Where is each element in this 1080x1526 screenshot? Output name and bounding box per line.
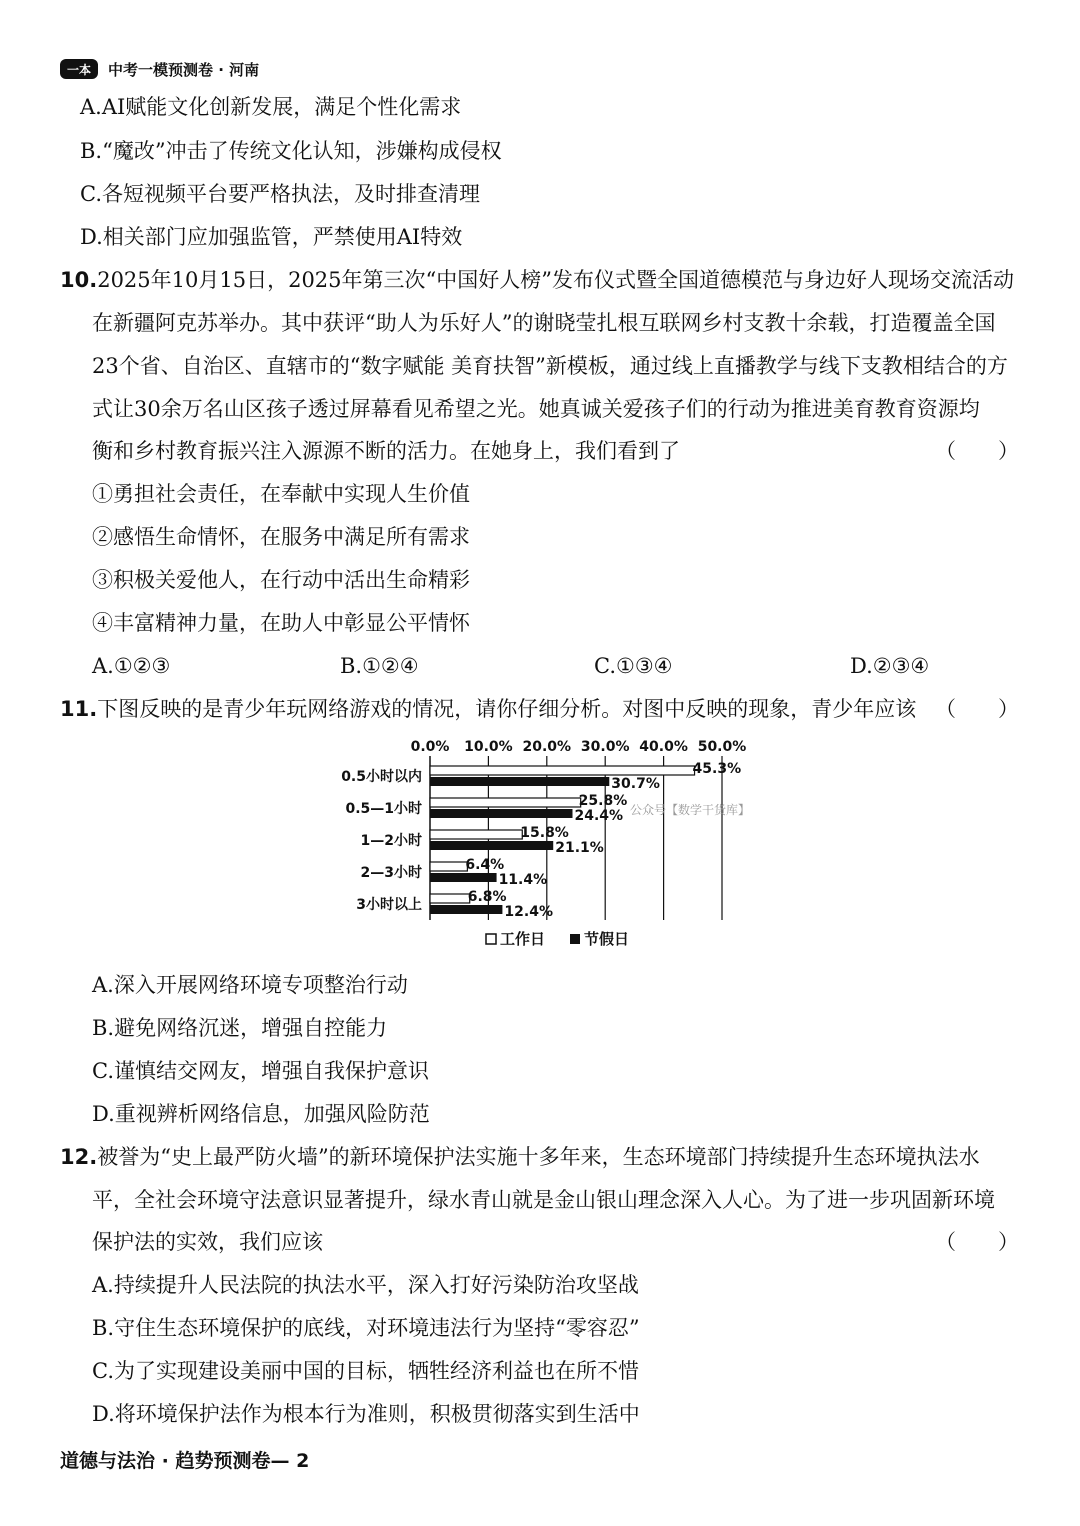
legend-swatch-workday [486,934,496,944]
data-label-holiday: 24.4% [574,808,624,824]
q12-stem-line-1: 12.被誉为“史上最严防火墙”的新环境保护法实施十多年来，生态环境部门持续提升生态环境执法水 [60,1145,980,1169]
q10-choice-b[interactable]: B.①②④ [340,654,419,678]
q10-stem-line-5: 衡和乡村教育振兴注入源源不断的活力。在她身上，我们看到了 [92,439,680,463]
q11-option-d[interactable]: D.重视辨析网络信息，加强风险防范 [92,1102,430,1126]
data-label-workday: 15.8% [520,825,569,841]
q11-option-c[interactable]: C.谨慎结交网友，增强自我保护意识 [92,1059,429,1083]
legend-swatch-holiday [570,934,580,944]
q10-statement-1: ①勇担社会责任，在奉献中实现人生价值 [92,482,470,506]
q10-stem-line-2: 在新疆阿克苏举办。其中获评“助人为乐好人”的谢晓莹扎根互联网乡村支教十余载，打造覆盖全国 [92,311,996,335]
q11-answer-blank[interactable]: （ ） [935,697,1019,721]
x-tick-label: 40.0% [639,739,688,755]
bar-holiday [430,777,609,786]
q10-statement-2: ②感悟生命情怀，在服务中满足所有需求 [92,525,470,549]
q11-stem: 11.下图反映的是青少年玩网络游戏的情况，请你仔细分析。对图中反映的现象，青少年应该 [60,697,917,721]
q10-answer-blank[interactable]: （ ） [935,439,1019,463]
bar-holiday [430,905,502,914]
q10-choice-d[interactable]: D.②③④ [850,654,930,678]
q10-choice-a[interactable]: A.①②③ [92,654,171,678]
q10-stem-line-4: 式让30余万名山区孩子透过屏幕看见希望之光。她真诚关爱孩子们的行动为推进美育教育资源均 [92,397,980,421]
x-tick-label: 0.0% [410,739,450,755]
q9-option-a[interactable]: A.AI赋能文化创新发展，满足个性化需求 [80,95,462,119]
category-label: 2—3小时 [360,865,422,881]
data-label-workday: 6.8% [467,889,507,905]
data-label-holiday: 21.1% [555,840,604,856]
q12-number: 12. [60,1145,98,1169]
data-label-holiday: 30.7% [611,776,660,792]
publisher-logo: 一本 [60,59,98,79]
data-label-workday: 45.3% [692,761,742,777]
data-label-holiday: 11.4% [498,872,548,888]
q10-choices [92,651,952,681]
category-label: 0.5小时以内 [341,769,422,785]
x-tick-label: 30.0% [580,739,630,755]
category-label: 0.5—1小时 [345,801,422,817]
q12-option-b[interactable]: B.守住生态环境保护的底线，对环境违法行为坚持“零容忍” [92,1316,640,1340]
category-label: 3小时以上 [356,897,422,913]
bar-workday [430,862,467,871]
bar-workday [430,894,470,903]
q10-statement-4: ④丰富精神力量，在助人中彰显公平情怀 [92,611,470,635]
q12-option-a[interactable]: A.持续提升人民法院的执法水平，深入打好污染防治攻坚战 [92,1273,639,1297]
bar-workday [430,798,581,807]
q12-option-d[interactable]: D.将环境保护法作为根本行为准则，积极贯彻落实到生活中 [92,1402,640,1426]
x-tick-label: 20.0% [522,739,572,755]
page-footer: 道德与法治 · 趋势预测卷— 2 [60,1450,310,1472]
bar-holiday [430,873,497,882]
legend-label-holiday: 节假日 [584,930,630,948]
page-header [60,56,259,82]
q9-option-b[interactable]: B.“魔改”冲击了传统文化认知，涉嫌构成侵权 [80,139,502,163]
data-label-holiday: 12.4% [504,904,553,920]
q12-answer-blank[interactable]: （ ） [935,1230,1019,1254]
q11-number: 11. [60,697,98,721]
q12-stem-line-2: 平，全社会环境守法意识显著提升，绿水青山就是金山银山理念深入人心。为了进一步巩固新环境 [92,1188,995,1212]
q10-stem-line-1: 10.2025年10月15日，2025年第三次“中国好人榜”发布仪式暨全国道德模范与身边好人现场交流活动 [60,268,1015,292]
bar-holiday [430,841,553,850]
category-label: 1—2小时 [360,833,422,849]
data-label-workday: 6.4% [465,857,505,873]
q10-number: 10. [60,268,98,292]
x-tick-label: 10.0% [464,739,513,755]
q10-stem-line-3: 23个省、自治区、直辖市的“数字赋能 美育扶智”新模板，通过线上直播教学与线下支教相结合的方 [92,354,1008,378]
q11-option-b[interactable]: B.避免网络沉迷，增强自控能力 [92,1016,388,1040]
q11-option-a[interactable]: A.深入开展网络环境专项整治行动 [92,973,408,997]
bar-workday [430,766,695,775]
bar-workday [430,830,522,839]
watermark-text: 公众号【数学干货库】 [630,803,751,817]
legend-label-workday: 工作日 [500,930,546,948]
exam-title: 中考一模预测卷 · 河南 [108,60,260,79]
bar-holiday [430,809,572,818]
game-time-bar-chart [300,732,780,962]
x-tick-label: 50.0% [697,739,747,755]
q12-stem-line-3: 保护法的实效，我们应该 [92,1230,323,1254]
q9-option-d[interactable]: D.相关部门应加强监管，严禁使用AI特效 [80,225,463,249]
q10-statement-3: ③积极关爱他人，在行动中活出生命精彩 [92,568,470,592]
q12-option-c[interactable]: C.为了实现建设美丽中国的目标，牺牲经济利益也在所不惜 [92,1359,639,1383]
q10-choice-c[interactable]: C.①③④ [594,654,673,678]
q9-option-c[interactable]: C.各短视频平台要严格执法，及时排查清理 [80,182,480,206]
data-label-workday: 25.8% [578,793,628,809]
